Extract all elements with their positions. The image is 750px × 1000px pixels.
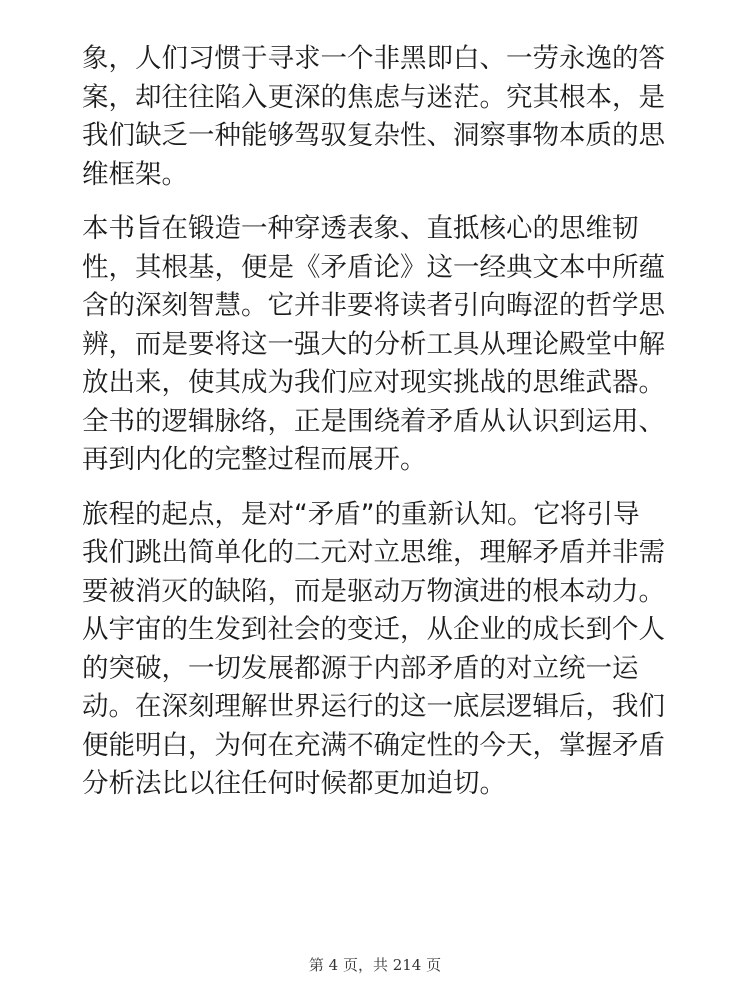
paragraph-3 [82,496,672,804]
text-line: 便能明白，为何在充满不确定性的今天，掌握矛盾 [82,729,665,761]
text-line: 从宇宙的生发到社会的变迁，从企业的成长到个人 [82,614,665,645]
text-line: 放出来，使其成为我们应对现实挑战的思维武器。 [82,367,665,398]
paragraph-2 [82,210,672,480]
text-line: 性，其根基，便是《矛盾论》这一经典文本中所蕴 [82,251,665,283]
text-line: 含的深刻智慧。它并非要将读者引向晦涩的哲学思 [82,290,665,321]
text-line: 我们跳出简单化的二元对立思维，理解矛盾并非需 [82,537,665,568]
text-line: 分析法比以往任何时候都更加迫切。 [82,768,506,799]
page-body [82,40,672,820]
paragraph-1 [82,40,672,194]
text-line: 全书的逻辑脉络，正是围绕着矛盾从认识到运用、 [82,405,665,437]
text-line: 象，人们习惯于寻求一个非黑即白、一劳永逸的答 [82,43,665,74]
text-line: 我们缺乏一种能够驾驭复杂性、洞察事物本质的思 [82,120,665,151]
text-line: 本书旨在锻造一种穿透表象、直抵核心的思维韧 [82,213,639,244]
text-line: 动。在深刻理解世界运行的这一底层逻辑后，我们 [82,691,665,722]
page-number-footer: 第 4 页，共 214 页 [308,956,442,974]
text-line: 案，却往往陷入更深的焦虑与迷茫。究其根本，是 [82,81,665,113]
text-line: 的突破，一切发展都源于内部矛盾的对立统一运 [82,652,639,684]
text-line: 要被消灭的缺陷，而是驱动万物演进的根本动力。 [82,575,665,607]
text-line: 旅程的起点，是对“矛盾”的重新认知。它将引导 [82,498,640,530]
text-line: 再到内化的完整过程而展开。 [82,444,427,475]
text-line: 辨，而是要将这一强大的分析工具从理论殿堂中解 [82,328,665,360]
text-line: 维框架。 [82,158,188,190]
